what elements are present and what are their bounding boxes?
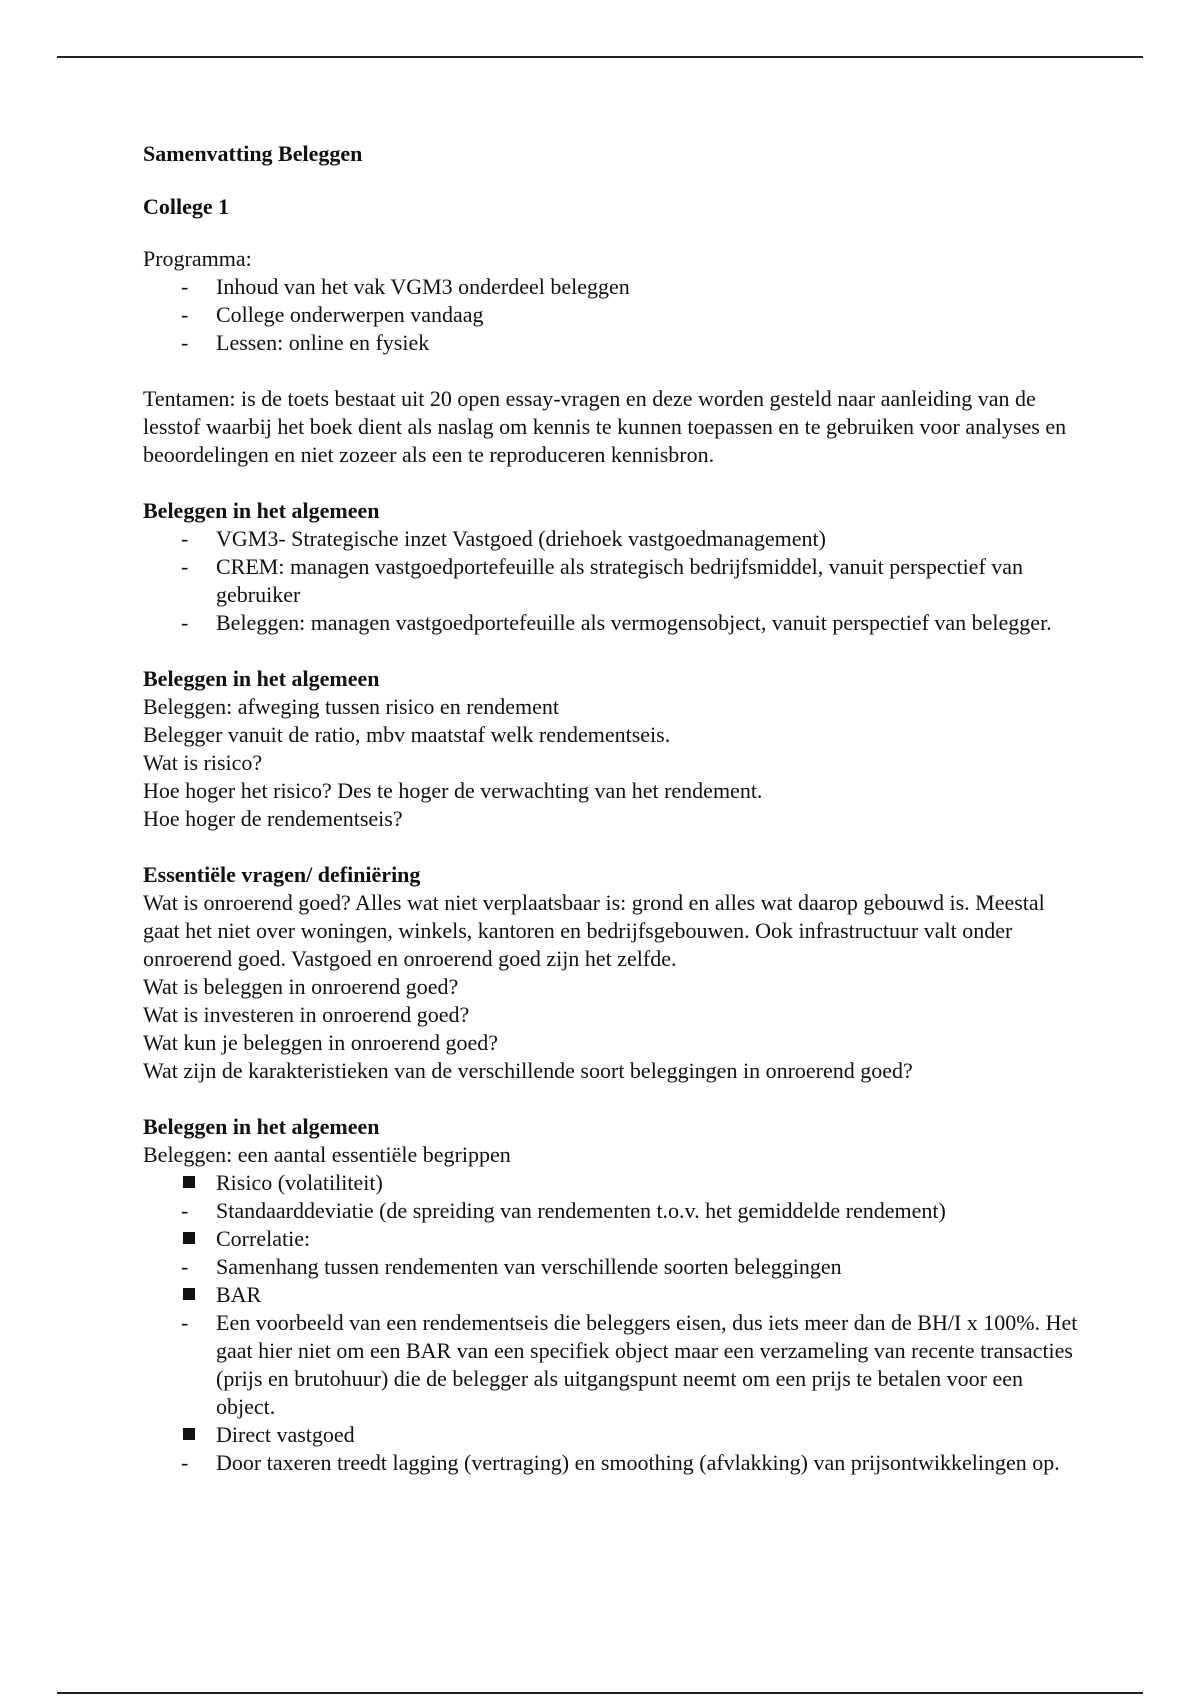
text-line: Wat kun je beleggen in onroerend goed? (143, 1030, 498, 1055)
dash-marker: - (181, 554, 189, 579)
dash-marker: - (181, 302, 189, 327)
dash-marker: - (181, 610, 189, 635)
tentamen-paragraph: Tentamen: is de toets bestaat uit 20 open essay-vragen en deze worden gesteld naar aanleiding van de lesstof waarbij het boek dient als naslag om kennis te kunnen toepassen en te gebruiken voor analyses en beoordelingen en niet zozeer als een te reproduceren kennisbron. (143, 386, 1067, 467)
list-item: Risico (volatiliteit) (143, 1169, 1083, 1197)
dash-marker: - (181, 274, 189, 299)
list-item: BAR (143, 1281, 1083, 1309)
list-item: - Door taxeren treedt lagging (vertraging) en smoothing (afvlakking) van prijsontwikkelingen op. (181, 1450, 1060, 1475)
list-item: - CREM: managen vastgoedportefeuille als strategisch bedrijfsmiddel, vanuit perspectief van gebruiker (181, 554, 1024, 607)
section-heading: Beleggen in het algemeen (143, 666, 380, 691)
text-line: Wat is risico? (143, 750, 263, 775)
text-line: Wat is investeren in onroerend goed? (143, 1002, 470, 1027)
bottom-rule (57, 1692, 1143, 1694)
section-heading: Beleggen in het algemeen (143, 1114, 380, 1139)
list-item: - Lessen: online en fysiek (181, 330, 430, 355)
list-item: - College onderwerpen vandaag (181, 302, 484, 327)
text-line: Hoe hoger het risico? Des te hoger de verwachting van het rendement. (143, 778, 763, 803)
college-heading: College 1 (143, 194, 230, 219)
top-rule (57, 56, 1143, 58)
dash-marker: - (181, 1198, 189, 1223)
list-item: Correlatie: (143, 1225, 1083, 1253)
text-line: Hoe hoger de rendementseis? (143, 806, 403, 831)
text-line: Beleggen: afweging tussen risico en rendement (143, 694, 560, 719)
text-line: Wat is beleggen in onroerend goed? (143, 974, 459, 999)
list-item: Direct vastgoed (143, 1421, 1083, 1449)
text-line: Belegger vanuit de ratio, mbv maatstaf welk rendementseis. (143, 722, 671, 747)
text-line: Wat zijn de karakteristieken van de verschillende soort beleggingen in onroerend goed? (143, 1058, 913, 1083)
concepts-list (143, 1169, 1083, 1477)
section-intro: Beleggen: een aantal essentiële begrippen (143, 1142, 511, 1167)
section1-list (143, 525, 1083, 637)
dash-marker: - (181, 1450, 189, 1475)
square-bullet-icon (183, 1232, 195, 1244)
list-item: - Een voorbeeld van een rendementseis die beleggers eisen, dus iets meer dan de BH/I x 100%. Het gaat hier niet om een BAR van een specifiek object maar een verzameling van recente transacties (prijs en brutohuur) die de belegger als uitgangspunt neemt om een prijs te betalen voor een object. (181, 1310, 1078, 1419)
document-body (143, 140, 1083, 1477)
section-heading: Beleggen in het algemeen (143, 498, 380, 523)
dash-marker: - (181, 526, 189, 551)
definition-paragraph: Wat is onroerend goed? Alles wat niet verplaatsbaar is: grond en alles wat daarop gebouwd is. Meestal gaat het niet over woningen, winkels, kantoren en bedrijfsgebouwen. Ook infrastructuur valt onder onroerend goed. Vastgoed en onroerend goed zijn het zelfde. (143, 890, 1045, 971)
document-title: Samenvatting Beleggen (143, 141, 363, 166)
list-item: - Standaarddeviatie (de spreiding van rendementen t.o.v. het gemiddelde rendement) (181, 1198, 946, 1223)
dash-marker: - (181, 1310, 189, 1335)
list-item: - Samenhang tussen rendementen van verschillende soorten beleggingen (181, 1254, 842, 1279)
square-bullet-icon (183, 1428, 195, 1440)
list-item: - VGM3- Strategische inzet Vastgoed (driehoek vastgoedmanagement) (181, 526, 826, 551)
square-bullet-icon (183, 1288, 195, 1300)
programma-label: Programma: (143, 246, 252, 271)
programma-list (143, 273, 1083, 357)
list-item: - Inhoud van het vak VGM3 onderdeel beleggen (181, 274, 630, 299)
dash-marker: - (181, 1254, 189, 1279)
square-bullet-icon (183, 1176, 195, 1188)
dash-marker: - (181, 330, 189, 355)
list-item: - Beleggen: managen vastgoedportefeuille als vermogensobject, vanuit perspectief van belegger. (181, 610, 1052, 635)
section-heading: Essentiële vragen/ definiëring (143, 862, 421, 887)
